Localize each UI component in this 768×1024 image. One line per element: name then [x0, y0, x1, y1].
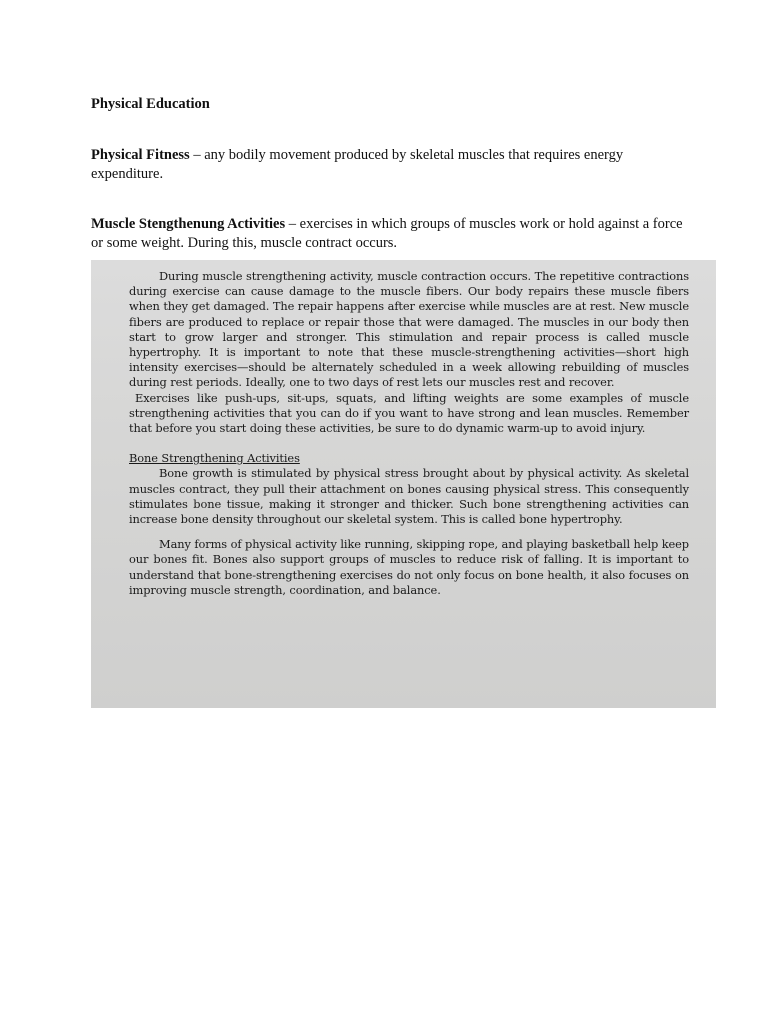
- muscle-strengthening-paragraph: During muscle strengthening activity, muscle contraction occurs. The repetitive contractions during exercise can cause damage to the muscle fibers. Our body repairs these muscle fibers when they get damaged. The repair happens after exercise while muscles are at rest. New muscle fibers are produced to replace or repair those that were damaged. The muscles in our body then start to grow larger and stronger. This stimulation and repair process is called muscle hypertrophy. It is important to note that these muscle-strengthening activities—short high intensity exercises—should be alternately scheduled in a week allowing rebuilding of muscles during rest periods. Ideally, one to two days of rest lets our muscles rest and recover.: [129, 269, 689, 390]
- physical-fitness-definition: – any bodily movement produced by skeletal muscles that requires energy expenditure.: [91, 147, 624, 182]
- bone-strengthening-heading: Bone Strengthening Activities: [129, 451, 300, 466]
- physical-fitness-paragraph: [91, 146, 691, 184]
- document-title: Physical Education: [91, 96, 210, 112]
- textbook-photo: [91, 260, 716, 708]
- photo-text-block: [129, 269, 689, 598]
- muscle-activities-definition: – exercises in which groups of muscles work or hold against a force or some weight. During this, muscle contract occurs.: [91, 216, 683, 251]
- physical-activity-paragraph: Many forms of physical activity like running, skipping rope, and playing basketball help keep our bones fit. Bones also support groups of muscles to reduce risk of falling. It is important to understand that bone-strengthening exercises do not only focus on bone health, it also focuses on improving muscle strength, coordination, and balance.: [129, 537, 689, 597]
- muscle-activities-term: Muscle Stengthenung Activities: [91, 216, 286, 232]
- muscle-activities-paragraph: [91, 215, 691, 253]
- exercise-examples-paragraph: Exercises like push-ups, sit-ups, squats, and lifting weights are some examples of muscle strengthening activities that you can do if you want to have strong and lean muscles. Remember that before you start doing these activities, be sure to do dynamic warm-up to avoid injury.: [129, 390, 689, 436]
- physical-fitness-term: Physical Fitness: [91, 147, 190, 163]
- bone-growth-paragraph: Bone growth is stimulated by physical stress brought about by physical activity. As skeletal muscles contract, they pull their attachment on bones causing physical stress. This consequently stimulates bone tissue, making it stronger and thicker. Such bone strengthening activities can increase bone density throughout our skeletal system. This is called bone hypertrophy.: [129, 466, 689, 527]
